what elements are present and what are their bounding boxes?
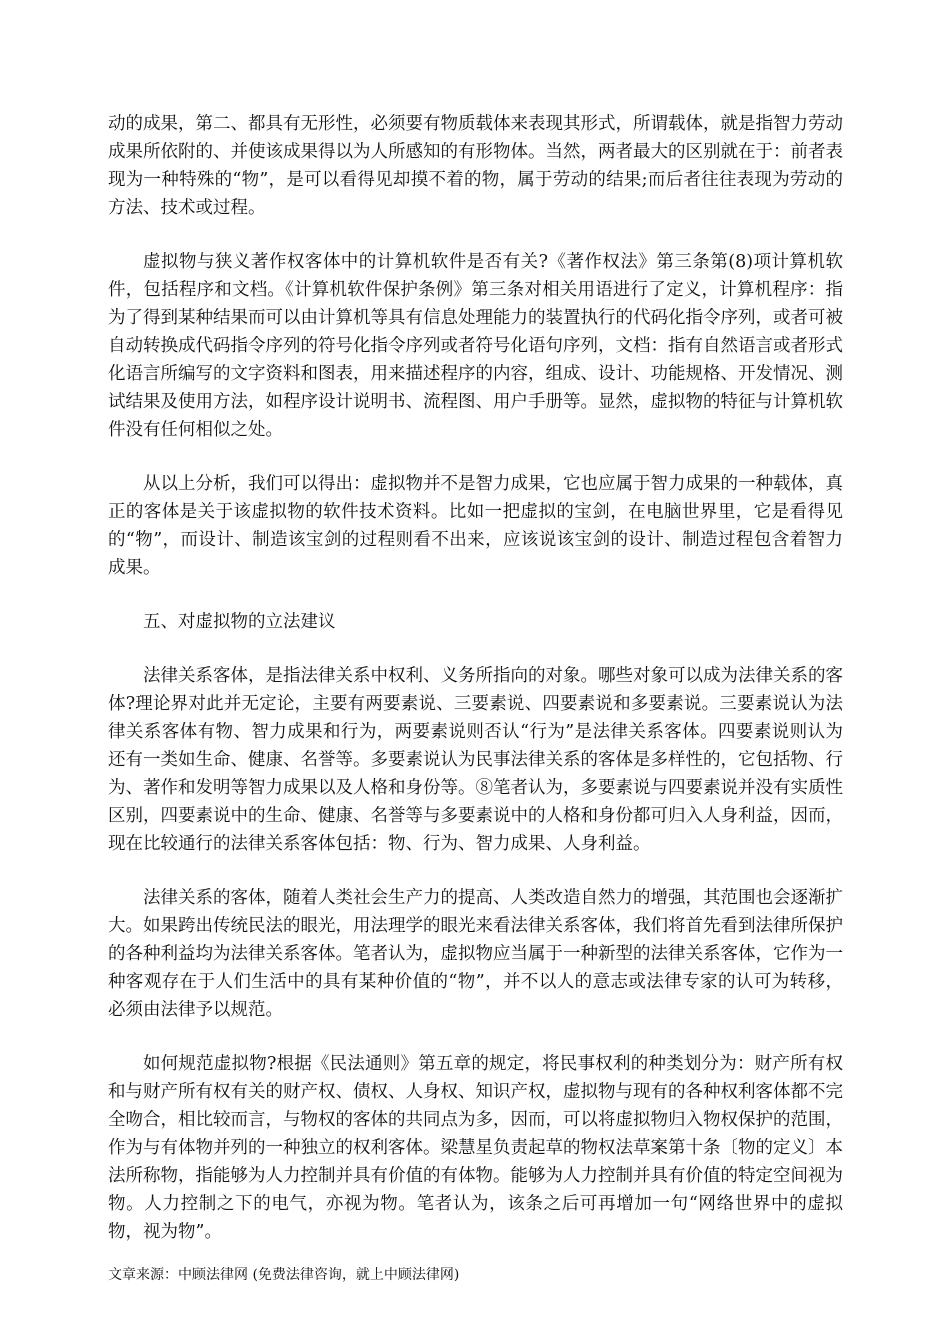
paragraph-software: 虚拟物与狭义著作权客体中的计算机软件是否有关?《著作权法》第三条第(8)项计算机软件，包括程序和文档。《计算机软件保护条例》第三条对相关用语进行了定义，计算机程序：指为了得到某种结果而可以由计算机等具有信息处理能力的装置执行的代码化指令序列，或者可被自动转换成代码指令序列的符号化指令序列或者符号化语句序列，文档：指有自然语言或者形式化语言所编写的文字资料和图表，用来描述程序的内容，组成、设计、功能规格、开发情况、测试结果及使用方法，如程序设计说明书、流程图、用户手册等。显然，虚拟物的特征与计算机软件没有任何相似之处。 <box>108 252 843 440</box>
paragraph-legal-object: 法律关系客体，是指法律关系中权利、义务所指向的对象。哪些对象可以成为法律关系的客体?理论界对此并无定论，主要有两要素说、三要素说、四要素说和多要素说。三要素说认为法律关系客体有物、智力成果和行为，两要素说则否认“行为”是法律关系客体。四要素说则认为还有一类如生命、健康、名誉等。多要素说认为民事法律关系的客体是多样性的，它包括物、行为、著作和发明等智力成果以及人格和身份等。⑧笔者认为，多要素说与四要素说并没有实质性区别，四要素说中的生命、健康、名誉等与多要素说中的人格和身份都可归入人身利益，因而，现在比较通行的法律关系客体包括：物、行为、智力成果、人身利益。 <box>108 666 843 854</box>
section-heading: 五、对虚拟物的立法建议 <box>143 612 336 632</box>
article-source: 文章来源：中顾法律网 (免费法律咨询，就上中顾法律网) <box>108 1267 460 1283</box>
paragraph-regulation: 如何规范虚拟物?根据《民法通则》第五章的规定，将民事权利的种类划分为：财产所有权和与财产所有权有关的财产权、债权、人身权、知识产权，虚拟物与现有的各种权利客体都不完全吻合，相比较而言，与物权的客体的共同点为多，因而，可以将虚拟物归入物权保护的范围，作为与有体物并列的一种独立的权利客体。梁慧星负责起草的物权法草案第十条〔物的定义〕本法所称物，指能够为人力控制并具有价值的有体物。能够为人力控制并具有价值的特定空间视为物。人力控制之下的电气，亦视为物。笔者认为，该条之后可再增加一句“网络世界中的虚拟物，视为物”。 <box>108 1054 843 1242</box>
paragraph-scope: 法律关系的客体，随着人类社会生产力的提高、人类改造自然力的增强，其范围也会逐渐扩大。如果跨出传统民法的眼光，用法理学的眼光来看法律关系客体，我们将首先看到法律所保护的各种利益均为法律关系客体。笔者认为，虚拟物应当属于一种新型的法律关系客体，它作为一种客观存在于人们生活中的具有某种价值的“物”，并不以人的意志或法律专家的认可为转移，必须由法律予以规范。 <box>108 888 843 1020</box>
paragraph-continuation: 动的成果，第二、都具有无形性，必须要有物质载体来表现其形式，所谓载体，就是指智力劳动成果所依附的、并使该成果得以为人所感知的有形物体。当然，两者最大的区别就在于：前者表现为一种特殊的“物”，是可以看得见却摸不着的物，属于劳动的结果;而后者往往表现为劳动的方法、技术或过程。 <box>108 114 843 218</box>
paragraph-analysis: 从以上分析，我们可以得出：虚拟物并不是智力成果，它也应属于智力成果的一种载体，真正的客体是关于该虚拟物的软件技术资料。比如一把虚拟的宝剑，在电脑世界里，它是看得见的“物”，而设计、制造该宝剑的过程则看不出来，应该说该宝剑的设计、制造过程包含着智力成果。 <box>108 474 843 578</box>
document-page <box>108 110 843 1312</box>
